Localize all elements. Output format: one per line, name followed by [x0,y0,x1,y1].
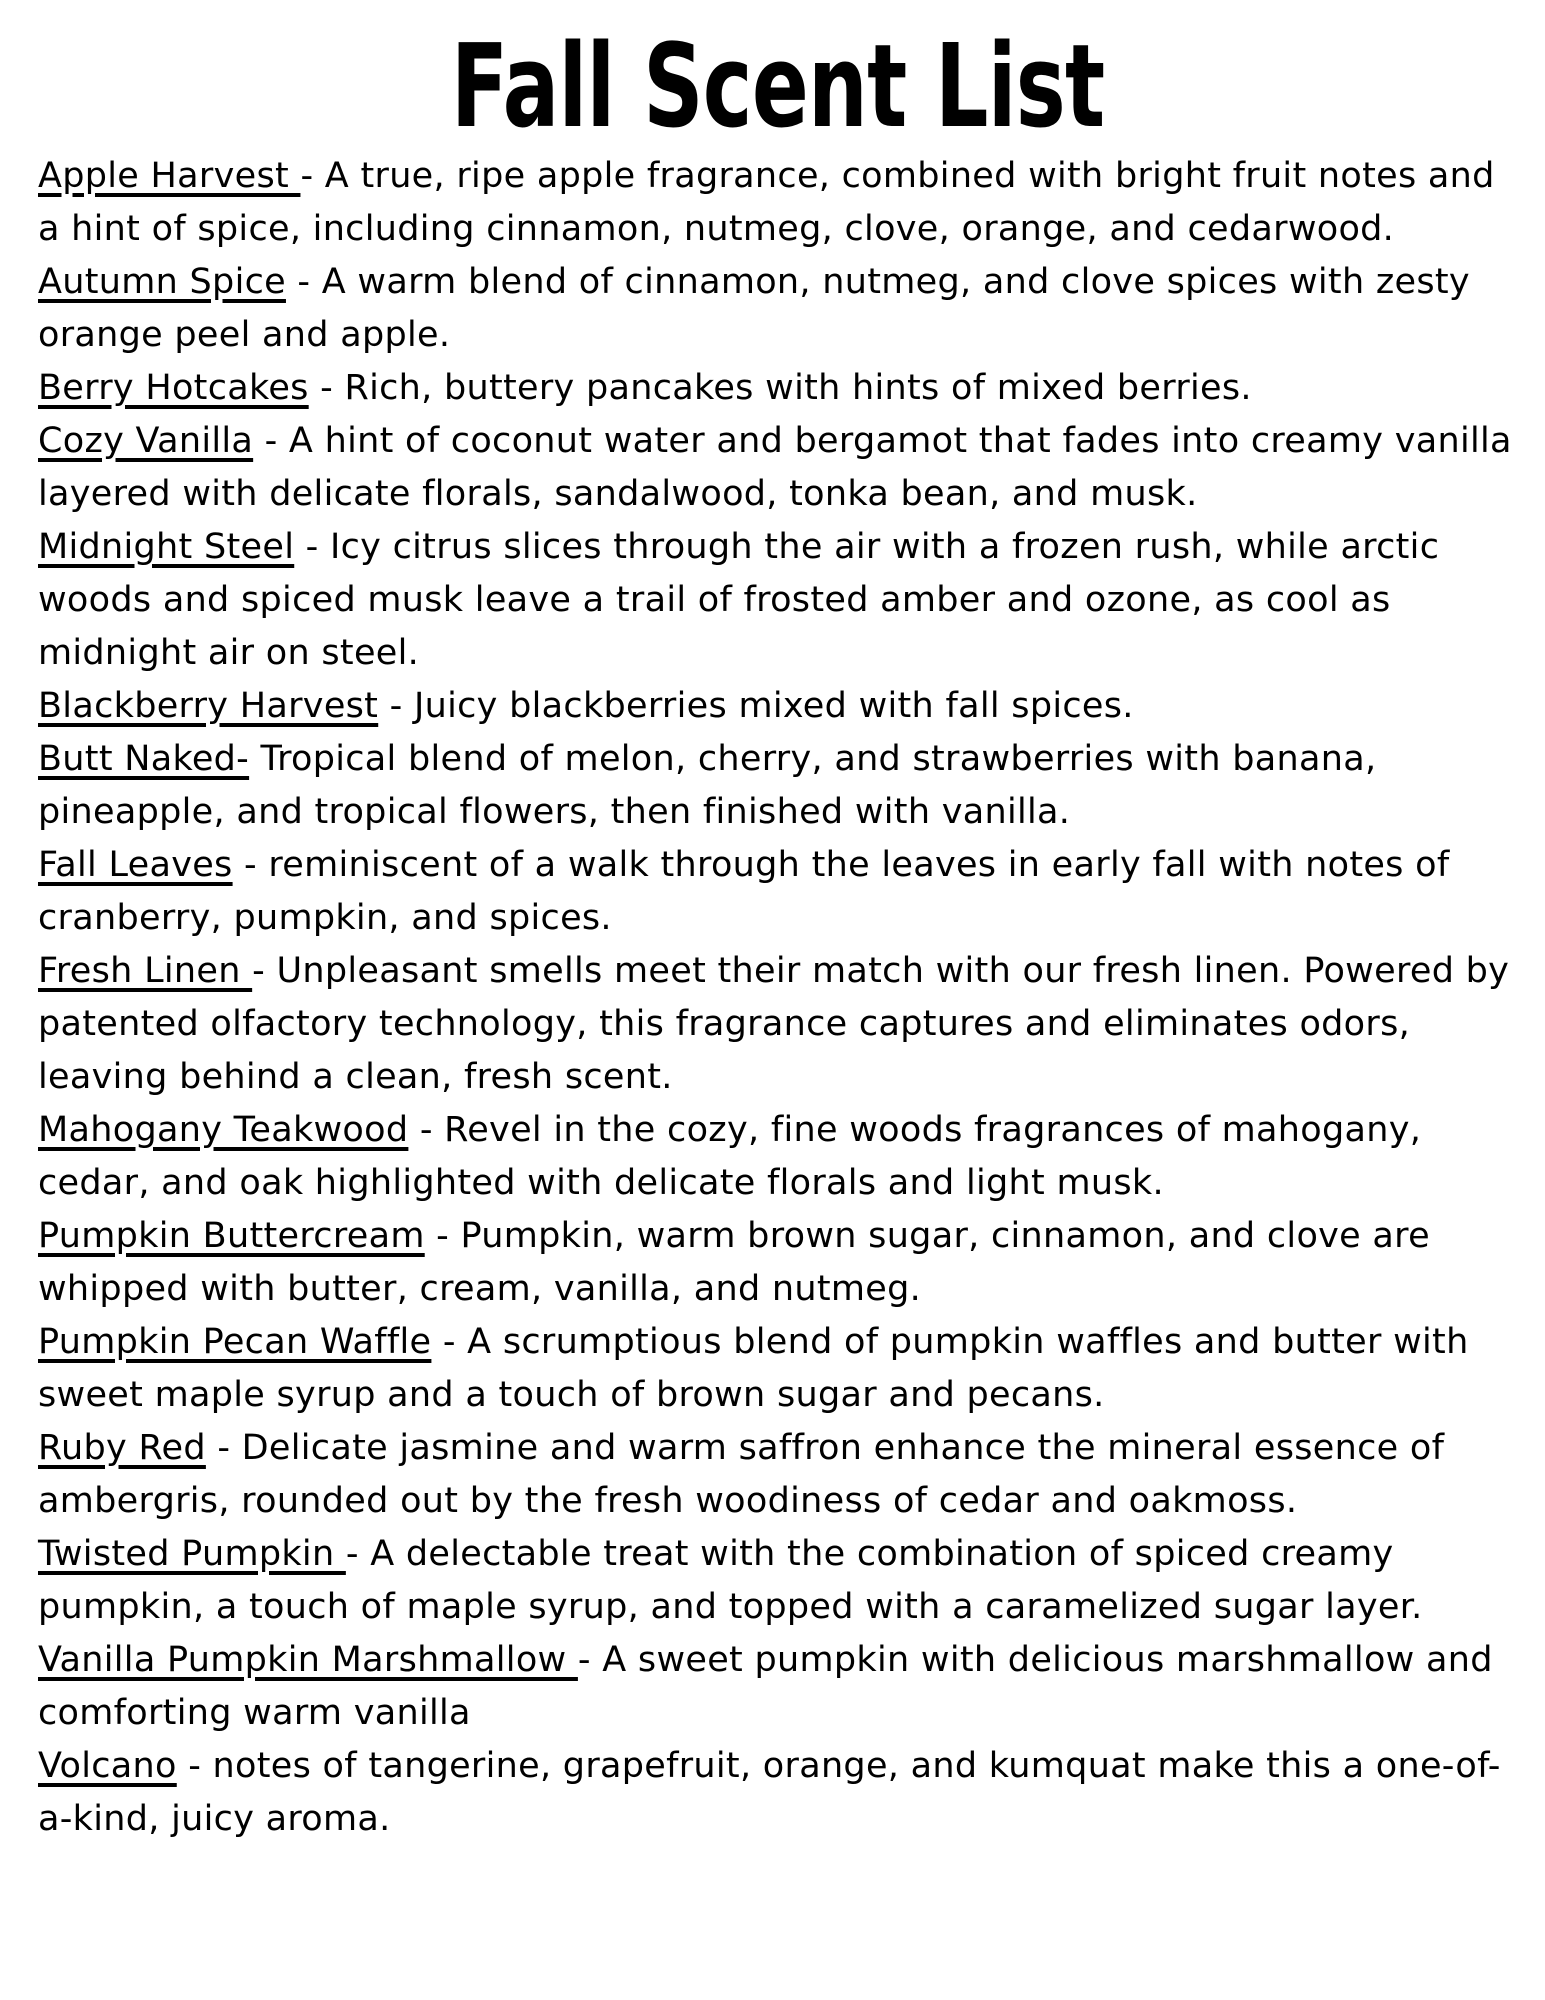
scent-entry [38,1316,1517,1422]
scent-list [38,150,1517,1846]
scent-entry [38,1210,1517,1316]
scent-entry [38,362,1517,415]
scent-name: Vanilla Pumpkin Marshmallow [38,1640,578,1680]
scent-name: Apple Harvest [38,156,301,196]
scent-description: - notes of tangerine, grapefruit, orange, and kumquat make this a one-of-a-kind, juicy aroma. [38,1746,1501,1839]
scent-entry [38,680,1517,733]
scent-name: Cozy Vanilla [38,421,254,461]
scent-entry [38,1422,1517,1528]
scent-entry [38,1104,1517,1210]
scent-entry [38,150,1517,256]
page-title-text: Fall Scent List [450,20,1105,154]
scent-description: - A scrumptious blend of pumpkin waffles and butter with sweet maple syrup and a touch of brown sugar and pecans. [38,1322,1469,1415]
scent-entry [38,839,1517,945]
scent-description: - A hint of coconut water and bergamot that fades into creamy vanilla layered with delicate florals, sandalwood, tonka bean, and musk. [38,421,1512,514]
scent-name: Berry Hotcakes [38,368,309,408]
scent-entry [38,256,1517,362]
scent-name: Pumpkin Pecan Waffle [38,1322,432,1362]
scent-name: Autumn Spice [38,262,286,302]
scent-name: Butt Naked- [38,739,250,779]
scent-description: - Rich, buttery pancakes with hints of mixed berries. [308,368,1252,408]
scent-name: Twisted Pumpkin [38,1534,346,1574]
scent-name: Ruby Red [38,1428,206,1468]
scent-description: - Pumpkin, warm brown sugar, cinnamon, and clove are whipped with butter, cream, vanilla, and nutmeg. [38,1216,1430,1309]
scent-name: Fresh Linen [38,951,253,991]
scent-name: Pumpkin Buttercream [38,1216,425,1256]
scent-entry [38,415,1517,521]
scent-name: Fall Leaves [38,845,233,885]
scent-description: - A warm blend of cinnamon, nutmeg, and clove spices with zesty orange peel and apple. [38,262,1470,355]
scent-description: Tropical blend of melon, cherry, and strawberries with banana, pineapple, and tropical flowers, then finished with vanilla. [38,739,1377,832]
scent-description: - Juicy blackberries mixed with fall spices. [378,686,1134,726]
scent-name: Volcano [38,1746,177,1786]
scent-description: - Delicate jasmine and warm saffron enhance the mineral essence of ambergris, rounded out by the fresh woodiness of cedar and oakmoss. [38,1428,1445,1521]
scent-entry [38,1634,1517,1740]
scent-description: - A true, ripe apple fragrance, combined with bright fruit notes and a hint of spice, including cinnamon, nutmeg, clove, orange, and cedarwood. [38,156,1495,249]
scent-description: - A delectable treat with the combination of spiced creamy pumpkin, a touch of maple syrup, and topped with a caramelized sugar layer. [38,1534,1423,1627]
page-title [38,20,1517,154]
scent-description: - A sweet pumpkin with delicious marshmallow and comforting warm vanilla [38,1640,1493,1733]
scent-description: - Unpleasant smells meet their match with our fresh linen. Powered by patented olfactory technology, this fragrance captures and eliminates odors, leaving behind a clean, fresh scent. [38,951,1510,1097]
scent-name: Blackberry Harvest [38,686,379,726]
scent-entry [38,733,1517,839]
scent-name: Mahogany Teakwood [38,1110,409,1150]
scent-description: - Revel in the cozy, fine woods fragrances of mahogany, cedar, and oak highlighted with delicate florals and light musk. [38,1110,1422,1203]
scent-entry [38,521,1517,680]
scent-description: - Icy citrus slices through the air with a frozen rush, while arctic woods and spiced musk leave a trail of frosted amber and ozone, as cool as midnight air on steel. [38,527,1440,673]
scent-entry [38,1740,1517,1846]
scent-name: Midnight Steel [38,527,295,567]
scent-description: - reminiscent of a walk through the leaves in early fall with notes of cranberry, pumpkin, and spices. [38,845,1450,938]
scent-entry [38,1528,1517,1634]
scent-entry [38,945,1517,1104]
